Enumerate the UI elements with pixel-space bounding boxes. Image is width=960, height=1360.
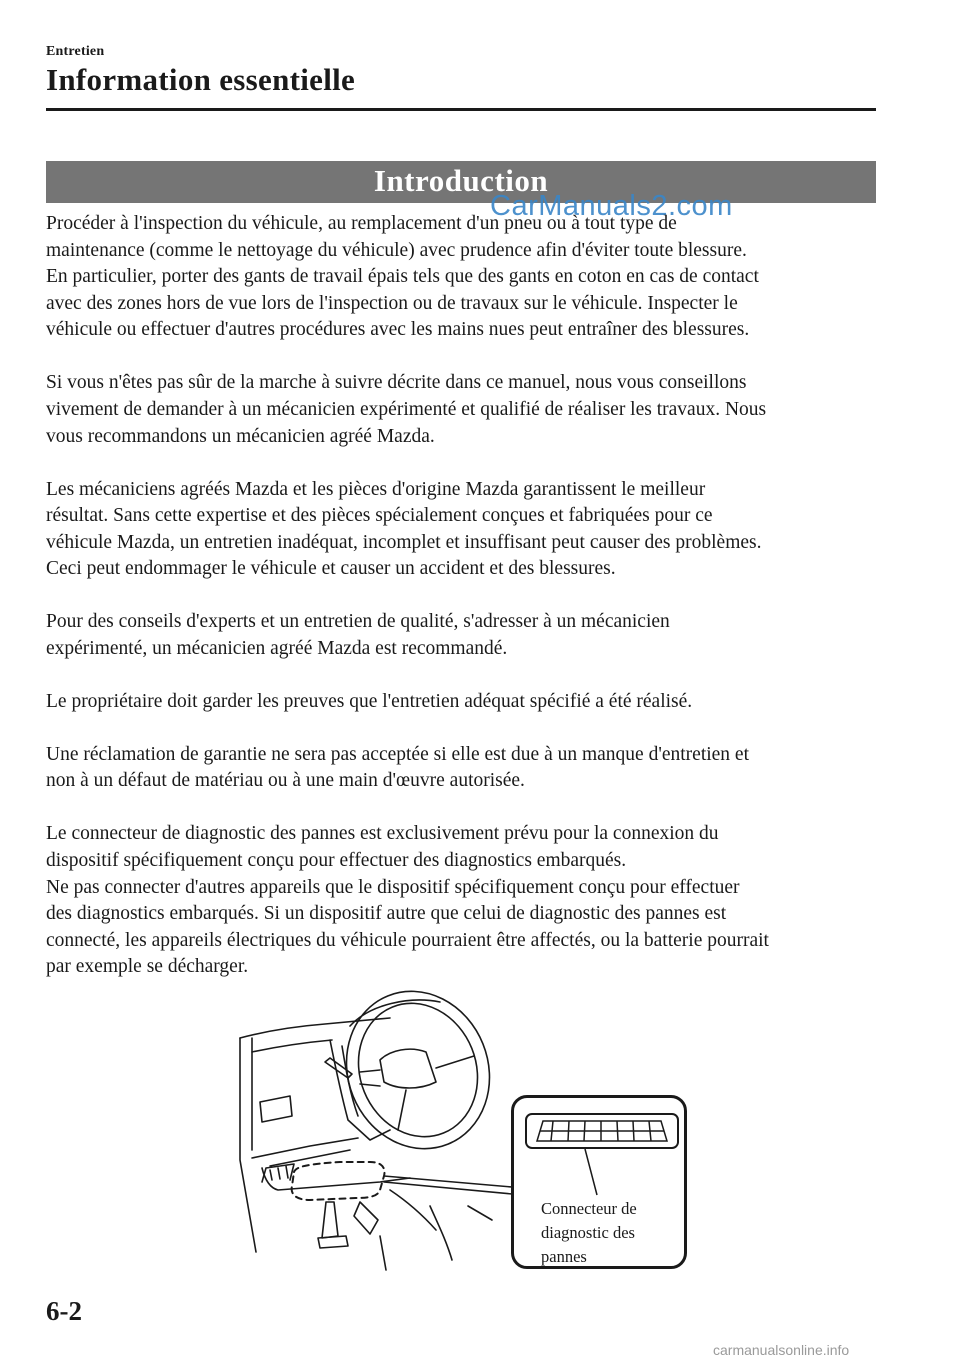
paragraph-line: Le propriétaire doit garder les preuves que l'entretien adéquat spécifié a été réalisé. [46,690,693,712]
body-paragraph [46,211,886,344]
paragraph-line: Pour des conseils d'experts et un entretien de qualité, s'adresser à un mécanicien [46,611,670,633]
paragraph-line: vous recommandons un mécanicien agréé Mazda. [46,425,435,447]
paragraph-line: non à un défaut de matériau ou à une main d'œuvre autorisée. [46,770,525,792]
paragraph-line: Le connecteur de diagnostic des pannes est exclusivement prévu pour la connexion du [46,823,719,845]
paragraph-line: expérimenté, un mécanicien agréé Mazda est recommandé. [46,637,508,659]
paragraph-line: maintenance (comme le nettoyage du véhicule) avec prudence afin d'éviter toute blessure. [46,239,747,261]
intro-heading: Introduction [373,163,549,198]
page-title: Information essentielle [46,62,356,97]
body-paragraph [46,742,886,795]
callout-label-line: Connecteur de [541,1199,637,1218]
callout-label-line: pannes [541,1247,587,1266]
title-rule [46,108,876,111]
connector-callout [511,1095,687,1269]
paragraph-line: vivement de demander à un mécanicien expérimenté et qualifié de réaliser les travaux. Nous [46,398,767,420]
paragraph-line: connecté, les appareils électriques du véhicule pourraient être affectés, ou la batterie pourrait [46,929,769,951]
body-paragraph [46,689,886,716]
diagnostic-connector-drawing [523,1111,681,1197]
paragraph-line: En particulier, porter des gants de travail épais tels que des gants en coton en cas de contact [46,266,759,288]
watermark-text: CarManuals2.com [490,190,733,222]
section-label: Entretien [46,44,105,59]
paragraph-line: avec des zones hors de vue lors de l'inspection ou de travaux sur le véhicule. Inspecter le [46,292,738,314]
paragraph-line: dispositif spécifiquement conçu pour effectuer des diagnostics embarqués. [46,850,627,872]
paragraph-line: Une réclamation de garantie ne sera pas acceptée si elle est due à un manque d'entretien et [46,743,750,765]
body-paragraph [46,477,886,583]
paragraph-line: des diagnostics embarqués. Si un dispositif autre que celui de diagnostic des pannes est [46,903,727,925]
footer-watermark: carmanualsonline.info [713,1342,850,1358]
paragraph-line: Ceci peut endommager le véhicule et causer un accident et des blessures. [46,558,616,580]
body-paragraph [46,609,886,662]
paragraph-line: Les mécaniciens agréés Mazda et les pièces d'origine Mazda garantissent le meilleur [46,478,706,500]
callout-label-line: diagnostic des [541,1223,635,1242]
intro-banner [46,161,876,203]
page-number: 6-2 [46,1296,82,1326]
paragraph-line: résultat. Sans cette expertise et des pièces spécialement conçues et fabriquées pour ce [46,505,713,527]
body-paragraph [46,821,886,981]
body-paragraph [46,370,886,450]
paragraph-line: véhicule ou effectuer d'autres procédures avec les mains nues peut entraîner des blessures. [46,319,750,341]
body-text [46,211,886,1007]
paragraph-line: Si vous n'êtes pas sûr de la marche à suivre décrite dans ce manuel, nous vous conseillons [46,372,747,394]
paragraph-line: par exemple se décharger. [46,956,249,978]
paragraph-line: Procéder à l'inspection du véhicule, au remplacement d'un pneu ou à tout type de [46,213,677,234]
callout-label [541,1197,681,1269]
paragraph-line: Ne pas connecter d'autres appareils que le dispositif spécifiquement conçu pour effectuer [46,876,740,898]
paragraph-line: véhicule Mazda, un entretien inadéquat, incomplet et insuffisant peut causer des problèmes. [46,531,762,553]
